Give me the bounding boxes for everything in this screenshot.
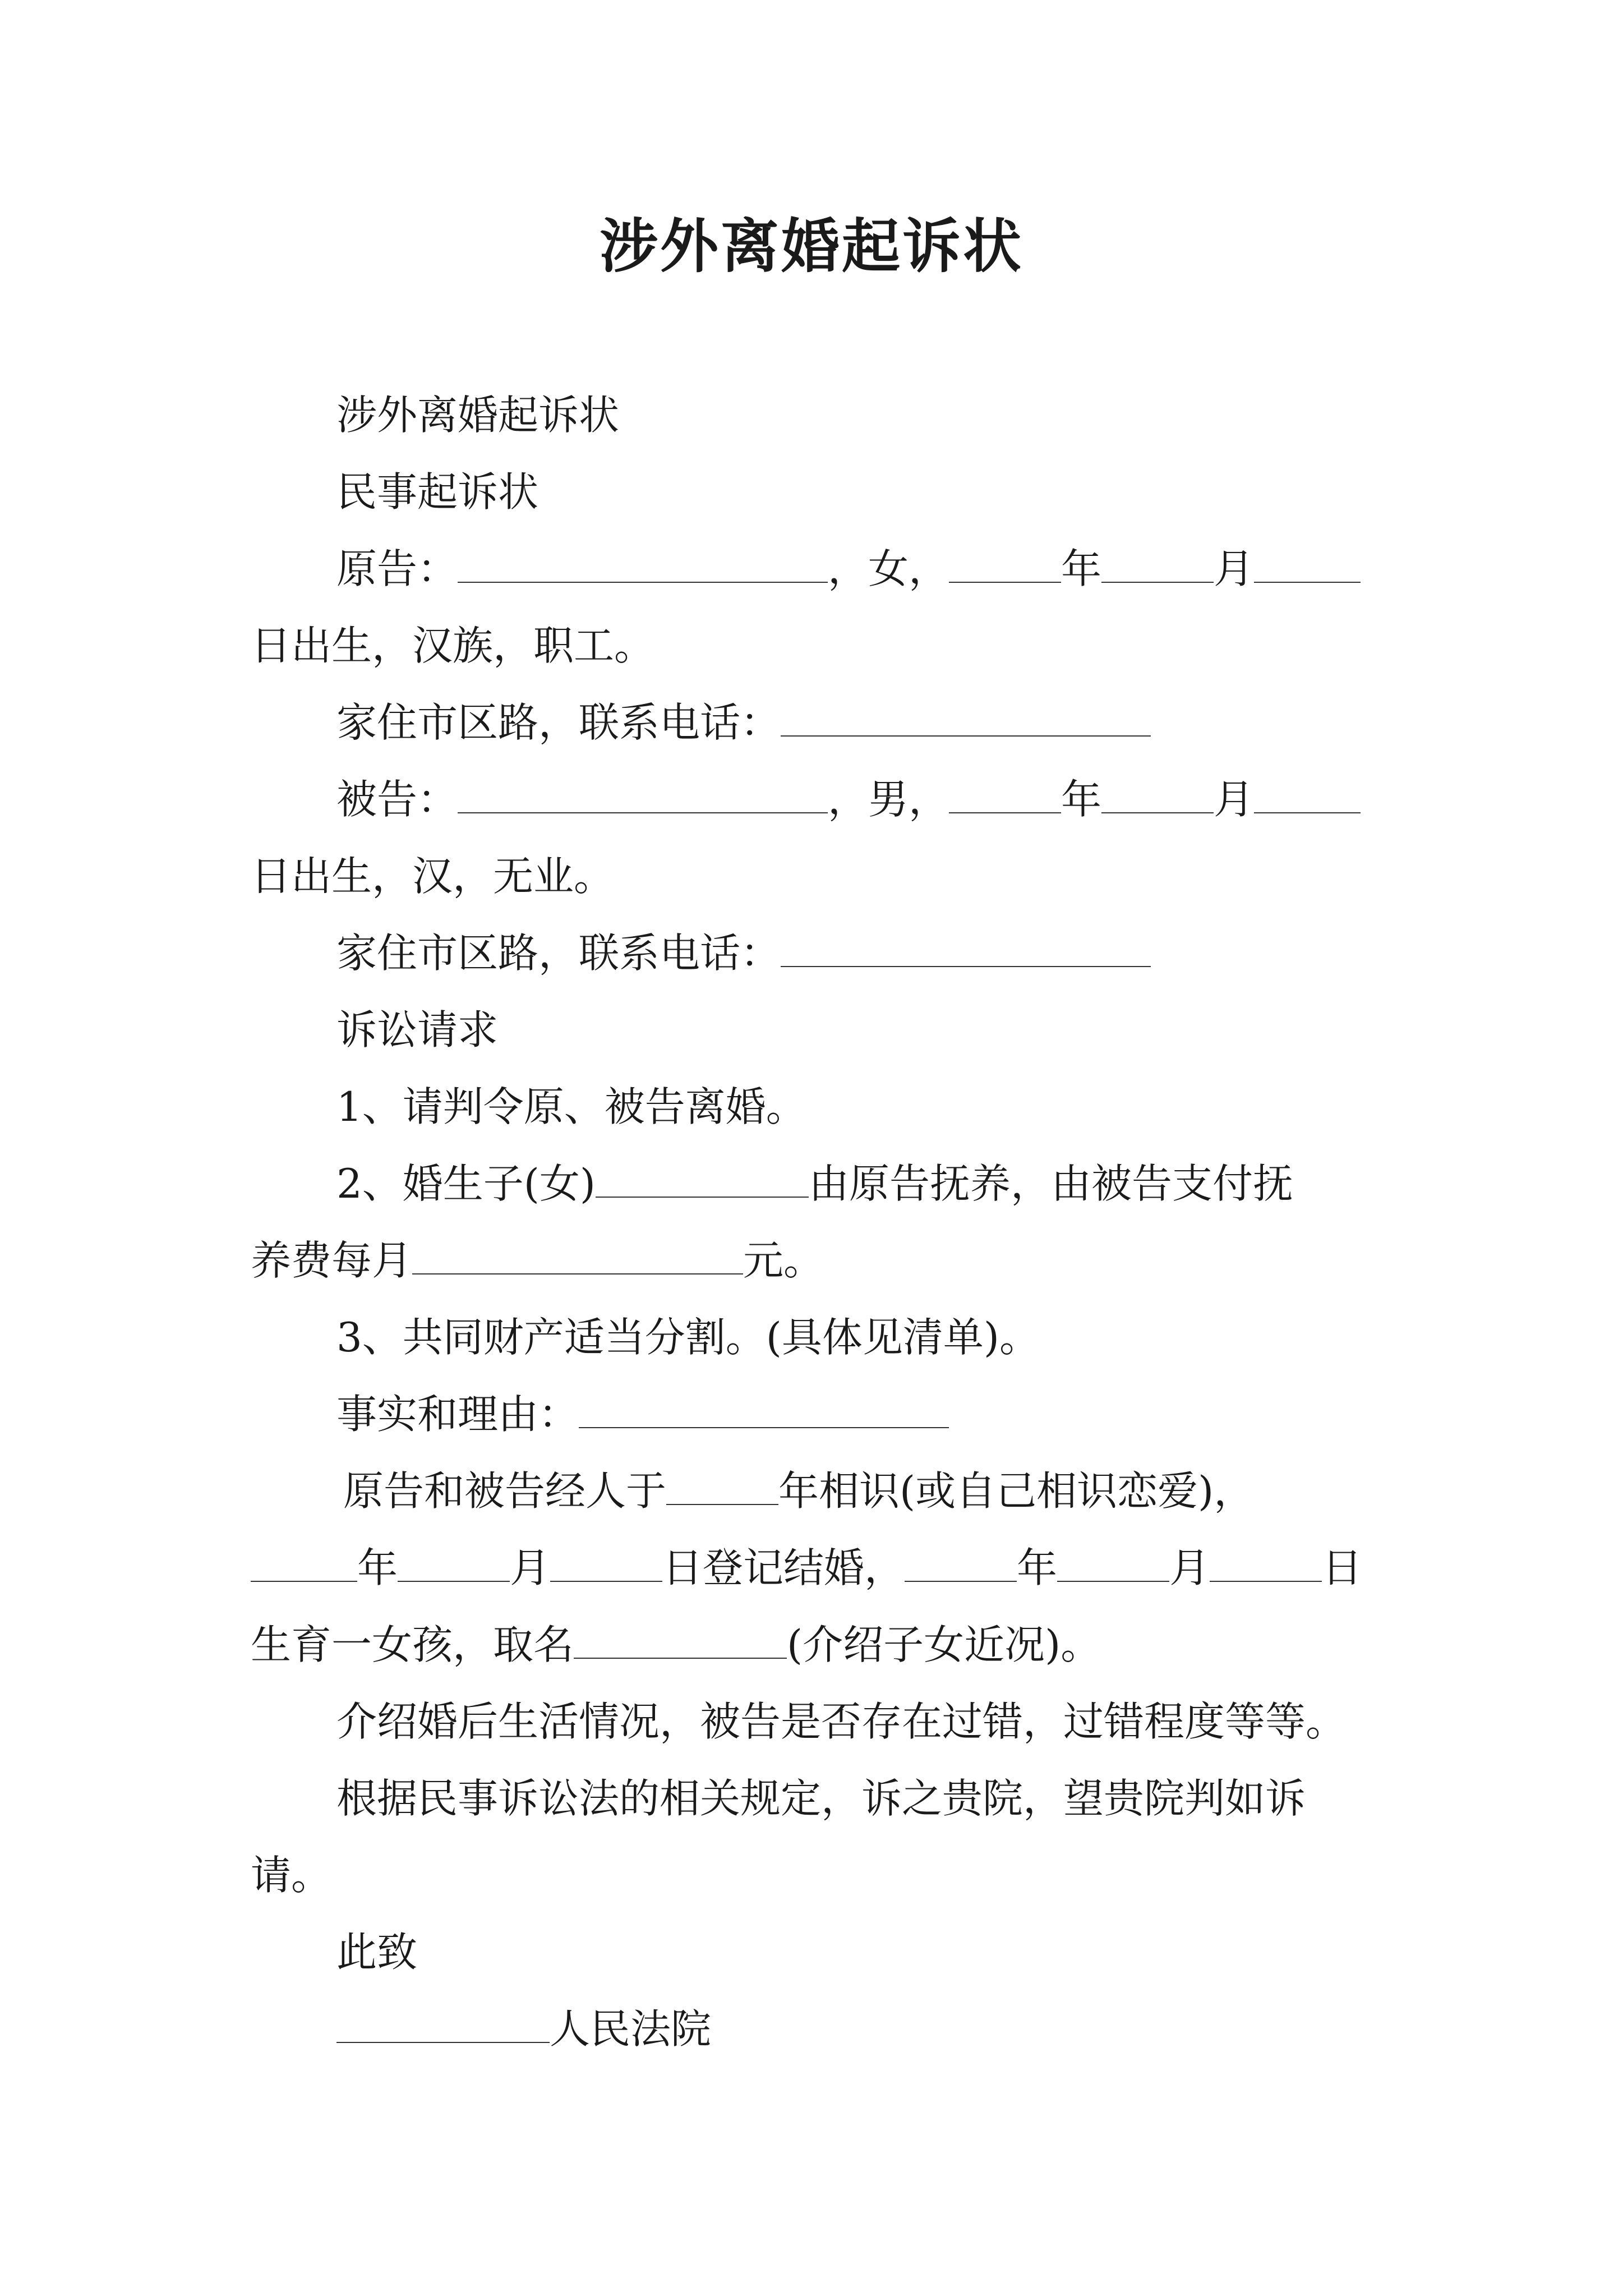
claims-heading: 诉讼请求 bbox=[336, 1006, 499, 1053]
support-amount-blank bbox=[412, 1234, 743, 1274]
plaintiff-day-blank bbox=[1254, 542, 1361, 583]
year-label: 年 bbox=[1017, 1544, 1058, 1591]
day-registered: 日登记结婚， bbox=[662, 1544, 905, 1591]
closing: 此致 bbox=[336, 1929, 418, 1976]
year-label: 年 bbox=[1061, 545, 1102, 592]
plaintiff-line bbox=[336, 541, 1361, 597]
claim-2-text-c: 养费每月 bbox=[251, 1237, 413, 1284]
defendant-gender: ，男， bbox=[828, 776, 949, 823]
month-label: 月 bbox=[1214, 776, 1255, 823]
year-label: 年 bbox=[357, 1544, 398, 1591]
defendant-phone-blank bbox=[781, 927, 1151, 967]
claim-1: 1、请判令原、被告离婚。 bbox=[336, 1083, 806, 1130]
child-given-name-blank bbox=[574, 1618, 787, 1659]
claim-3: 3、共同财产适当分割。(具体见清单)。 bbox=[336, 1314, 1040, 1361]
defendant-cont: 日出生，汉，无业。 bbox=[251, 853, 615, 900]
plaintiff-label: 原告： bbox=[336, 545, 458, 592]
plaintiff-address-line bbox=[336, 694, 1151, 751]
facts-3-text-b: (介绍子女近况)。 bbox=[787, 1621, 1101, 1668]
plaintiff-name-blank bbox=[458, 542, 828, 583]
claim-2 bbox=[336, 1156, 1293, 1212]
facts-3-text-a: 生育一女孩，取名 bbox=[251, 1621, 574, 1668]
plaintiff-phone-blank bbox=[781, 696, 1151, 737]
facts-1 bbox=[343, 1463, 1254, 1519]
defendant-name-blank bbox=[458, 773, 828, 813]
defendant-month-blank bbox=[1101, 773, 1214, 813]
subtitle: 涉外离婚起诉状 bbox=[336, 392, 620, 439]
plaintiff-address-label: 家住市区路，联系电话： bbox=[336, 699, 781, 746]
court-name-blank bbox=[336, 2003, 550, 2043]
facts-4: 介绍婚后生活情况，被告是否存在过错，过错程度等等。 bbox=[336, 1698, 1347, 1745]
document-title: 涉外离婚起诉状 bbox=[599, 211, 1023, 280]
defendant-address-label: 家住市区路，联系电话： bbox=[336, 930, 781, 977]
plaintiff-gender: ，女， bbox=[828, 545, 949, 592]
marriage-month-blank bbox=[398, 1542, 510, 1582]
child-name-blank bbox=[596, 1157, 809, 1198]
facts-5: 根据民事诉讼法的相关规定，诉之贵院，望贵院判如诉 bbox=[336, 1775, 1306, 1822]
facts-5-cont: 请。 bbox=[251, 1852, 332, 1899]
meet-year-blank bbox=[666, 1465, 778, 1505]
claim-2-text-a: 2、婚生子(女) bbox=[336, 1160, 596, 1207]
defendant-year-blank bbox=[949, 773, 1061, 813]
marriage-day-blank bbox=[550, 1542, 662, 1582]
month-label: 月 bbox=[510, 1544, 551, 1591]
month-label: 月 bbox=[1214, 545, 1255, 592]
claim-2-text-b: 由原告抚养，由被告支付抚 bbox=[809, 1160, 1294, 1207]
court-line bbox=[336, 2001, 711, 2057]
birth-month-blank bbox=[1057, 1542, 1169, 1582]
defendant-address-line bbox=[336, 925, 1151, 981]
defendant-day-blank bbox=[1254, 773, 1361, 813]
year-label: 年 bbox=[1061, 776, 1102, 823]
birth-day-blank bbox=[1210, 1542, 1322, 1582]
facts-line bbox=[336, 1386, 949, 1442]
marriage-year-blank bbox=[251, 1542, 357, 1582]
facts-3 bbox=[251, 1617, 1101, 1673]
defendant-label: 被告： bbox=[336, 776, 458, 823]
facts-1-text-a: 原告和被告经人于 bbox=[343, 1467, 667, 1515]
court-label: 人民法院 bbox=[550, 2005, 712, 2053]
facts-label: 事实和理由： bbox=[336, 1391, 579, 1438]
birth-year-blank bbox=[905, 1542, 1017, 1582]
month-label: 月 bbox=[1169, 1544, 1210, 1591]
plaintiff-year-blank bbox=[949, 542, 1061, 583]
plaintiff-cont: 日出生，汉族，职工。 bbox=[251, 622, 655, 669]
day-label: 日 bbox=[1322, 1544, 1363, 1591]
claim-2-cont bbox=[251, 1232, 824, 1289]
facts-2 bbox=[251, 1540, 1362, 1596]
facts-blank bbox=[579, 1388, 949, 1428]
facts-1-text-b: 年相识(或自己相识恋爱)， bbox=[778, 1467, 1255, 1515]
claim-2-text-d: 元。 bbox=[743, 1237, 824, 1284]
defendant-line bbox=[336, 771, 1361, 827]
doc-type: 民事起诉状 bbox=[336, 468, 539, 516]
plaintiff-month-blank bbox=[1101, 542, 1214, 583]
